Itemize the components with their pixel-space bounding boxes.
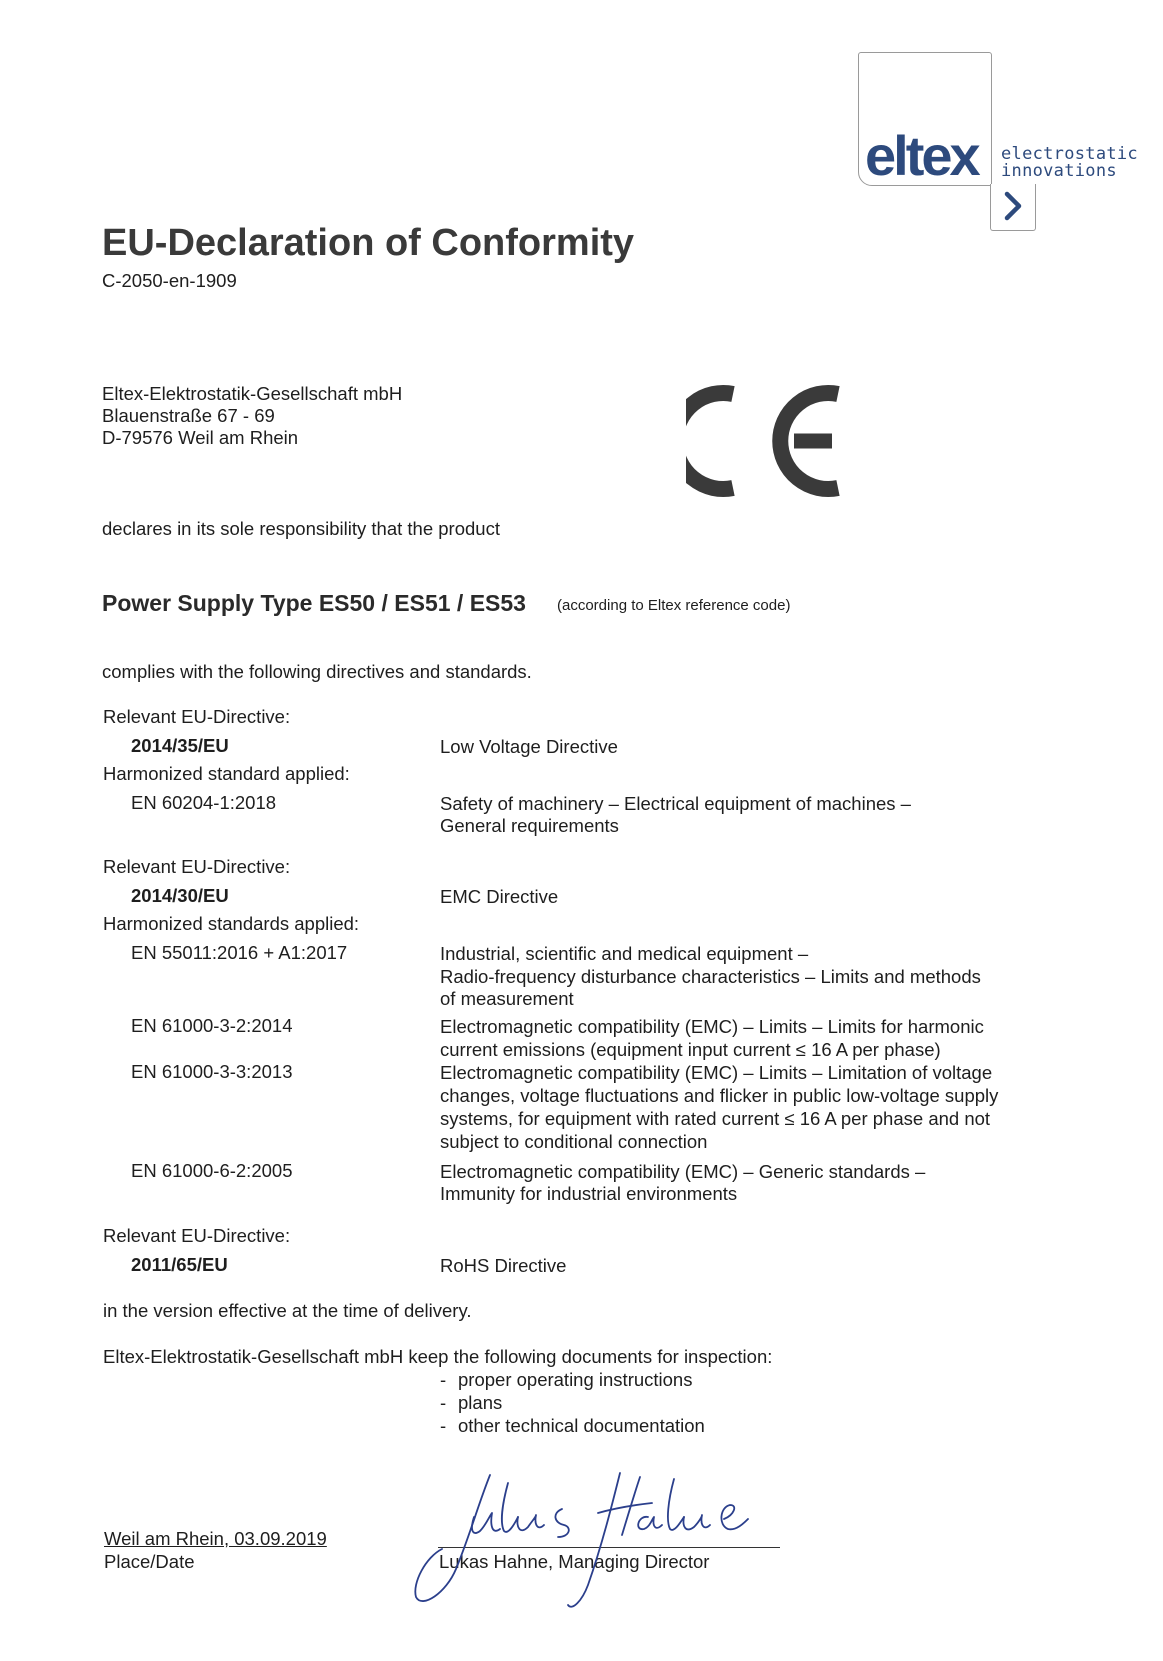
standard-id: EN 61000-3-2:2014 <box>131 1015 293 1036</box>
standards-label: Harmonized standard applied: <box>103 763 350 784</box>
documents-intro: Eltex-Elektrostatik-Gesellschaft mbH keep the following documents for inspection: <box>103 1346 773 1367</box>
directive-code: 2011/65/EU <box>131 1254 228 1275</box>
standard-description-line: Immunity for industrial environments <box>440 1183 738 1204</box>
directive-code: 2014/35/EU <box>131 735 229 756</box>
document-code: C-2050-en-1909 <box>102 270 237 291</box>
standard-id: EN 61000-6-2:2005 <box>131 1160 293 1181</box>
standard-description-line: Safety of machinery – Electrical equipment of machines – <box>440 793 911 814</box>
standard-description-line: systems, for equipment with rated current ≤ 16 A per phase and not <box>440 1108 991 1129</box>
standard-description-line: of measurement <box>440 988 574 1009</box>
standard-description-line: General requirements <box>440 815 619 836</box>
logo-tagline-line-1: electrostatic <box>1001 144 1138 164</box>
standard-description-line: Radio-frequency disturbance characteristics – Limits and methods <box>440 966 981 987</box>
logo-tagline-line-2: innovations <box>1001 161 1117 181</box>
complies-text: complies with the following directives and standards. <box>102 661 532 682</box>
directive-label: Relevant EU-Directive: <box>103 1225 291 1246</box>
ce-mark-icon <box>686 380 846 502</box>
standards-label: Harmonized standards applied: <box>103 913 360 934</box>
list-bullet: - <box>440 1369 447 1390</box>
chevron-right-icon <box>991 184 1035 228</box>
product-title: Power Supply Type ES50 / ES51 / ES53 <box>102 590 526 616</box>
directive-label: Relevant EU-Directive: <box>103 856 291 877</box>
directive-name: Low Voltage Directive <box>440 736 618 757</box>
product-note: (according to Eltex reference code) <box>557 597 791 614</box>
eltex-logo: eltex <box>865 124 978 187</box>
place-date-label: Place/Date <box>104 1551 195 1572</box>
standard-description-line: Electromagnetic compatibility (EMC) – Limits – Limitation of voltage <box>440 1062 993 1083</box>
signatory-name: Lukas Hahne, Managing Director <box>439 1551 710 1572</box>
standard-id: EN 55011:2016 + A1:2017 <box>131 942 348 963</box>
handwritten-signature <box>412 1465 752 1615</box>
directive-name: EMC Directive <box>440 886 559 907</box>
standard-description-line: Electromagnetic compatibility (EMC) – Generic standards – <box>440 1161 926 1182</box>
place-date: Weil am Rhein, 03.09.2019 <box>104 1528 327 1549</box>
standard-description-line: changes, voltage fluctuations and flicker in public low-voltage supply <box>440 1085 999 1106</box>
document-item: proper operating instructions <box>458 1369 693 1390</box>
logo-tagline <box>1001 146 1138 180</box>
directive-label: Relevant EU-Directive: <box>103 706 291 727</box>
standard-id: EN 61000-3-3:2013 <box>131 1061 293 1082</box>
standard-description-line: current emissions (equipment input current ≤ 16 A per phase) <box>440 1039 941 1060</box>
directive-code: 2014/30/EU <box>131 885 229 906</box>
declaration-text: declares in its sole responsibility that the product <box>102 518 500 539</box>
standard-id: EN 60204-1:2018 <box>131 792 277 813</box>
manufacturer-street: Blauenstraße 67 - 69 <box>102 405 275 426</box>
manufacturer-name: Eltex-Elektrostatik-Gesellschaft mbH <box>102 383 403 404</box>
document-item: plans <box>458 1392 503 1413</box>
document-item: other technical documentation <box>458 1415 705 1436</box>
list-bullet: - <box>440 1392 447 1413</box>
directive-name: RoHS Directive <box>440 1255 567 1276</box>
page-title: EU-Declaration of Conformity <box>102 222 635 264</box>
logo-arrow-box <box>990 184 1036 231</box>
standard-description-line: Electromagnetic compatibility (EMC) – Limits – Limits for harmonic <box>440 1016 984 1037</box>
version-text: in the version effective at the time of delivery. <box>103 1300 472 1321</box>
standard-description-line: subject to conditional connection <box>440 1131 708 1152</box>
standard-description-line: Industrial, scientific and medical equipment – <box>440 943 809 964</box>
manufacturer-city: D-79576 Weil am Rhein <box>102 427 299 448</box>
list-bullet: - <box>440 1415 447 1436</box>
